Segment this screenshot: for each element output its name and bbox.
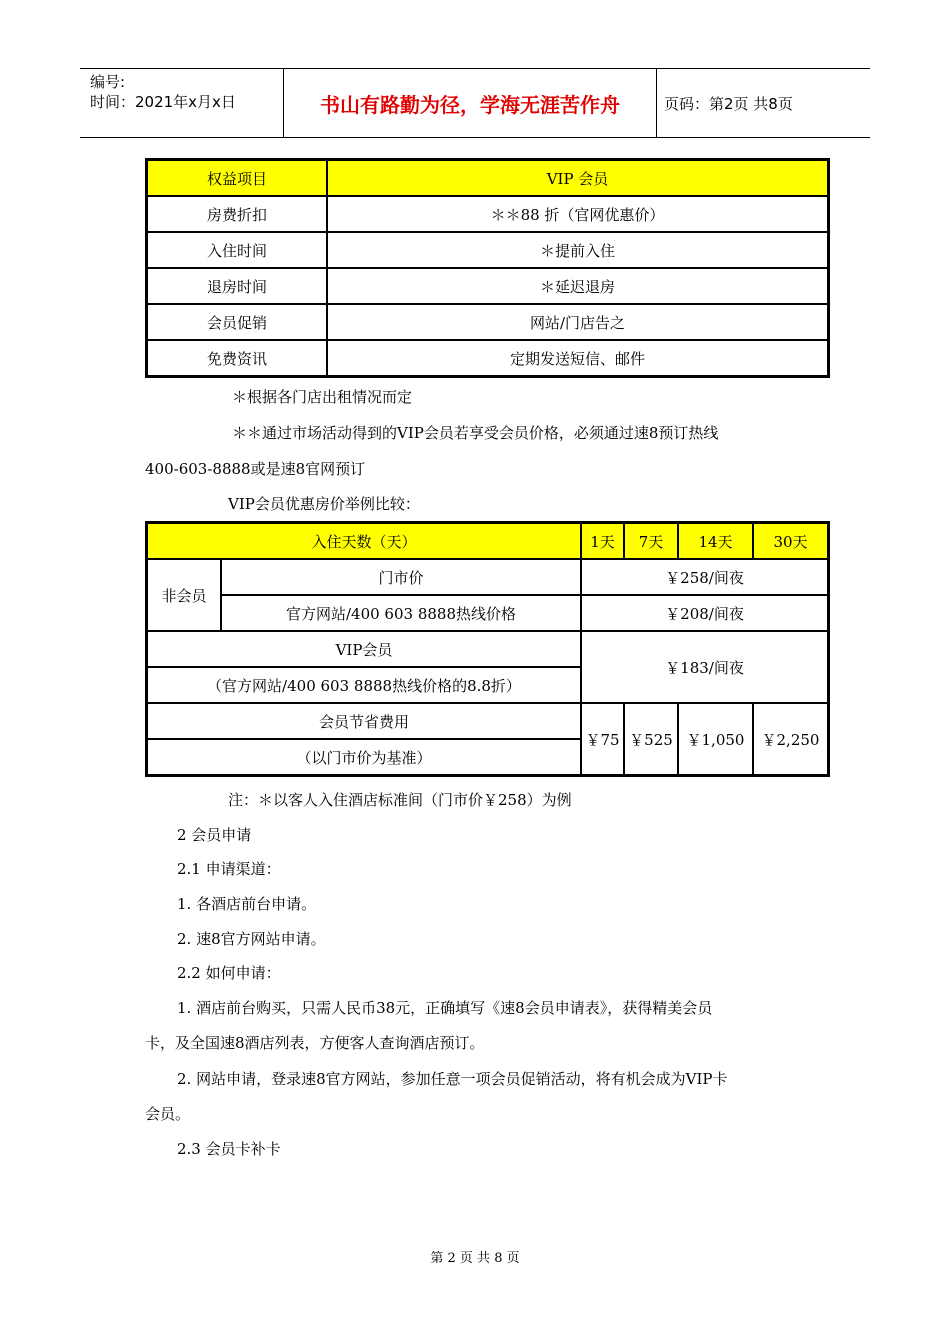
- table-cell: 入住时间: [147, 232, 327, 268]
- table-cell: 房费折扣: [147, 196, 327, 232]
- list-item: 2. 速8官方网站申请。: [177, 930, 326, 948]
- table-row: [147, 631, 828, 667]
- table-cell: 会员促销: [147, 304, 327, 340]
- table-cell: 退房时间: [147, 268, 327, 304]
- table-row: [147, 196, 828, 232]
- doc-time-label: 时间：2021年x月x日: [90, 93, 236, 111]
- benefits-table: [145, 158, 830, 378]
- table-cell: ￥258/间夜: [581, 559, 828, 595]
- table-cell: （以门市价为基准）: [147, 739, 581, 775]
- page-header: [80, 68, 870, 138]
- list-item: 1. 酒店前台购买，只需人民币38元，正确填写《速8会员申请表》，获得精美会员: [177, 999, 713, 1017]
- table-cell: 定期发送短信、邮件: [327, 340, 828, 376]
- header-meta: [80, 69, 283, 137]
- note-vip-price-2: 400-603-8888或是速8官网预订: [145, 460, 366, 478]
- note-rental: ＊根据各门店出租情况而定: [232, 388, 413, 406]
- list-item-continued: 卡，及全国速8酒店列表，方便客人查询酒店预订。: [145, 1034, 485, 1052]
- header-page-info: 页码：第2页 共8页: [664, 94, 793, 113]
- doc-number-label: 编号:: [90, 73, 126, 91]
- subsection-heading: 2.1 申请渠道：: [177, 860, 281, 878]
- column-header: VIP 会员: [327, 160, 828, 196]
- table-cell: ＊延迟退房: [327, 268, 828, 304]
- table-cell: 非会员: [147, 559, 221, 631]
- list-item: 2. 网站申请，登录速8官方网站，参加任意一项会员促销活动，将有机会成为VIP卡: [177, 1070, 728, 1088]
- section-heading: 2 会员申请: [177, 826, 252, 844]
- column-header: 权益项目: [147, 160, 327, 196]
- column-header: 7天: [624, 523, 678, 559]
- table-row: [147, 703, 828, 739]
- table-cell: （官方网站/400 603 8888热线价格的8.8折）: [147, 667, 581, 703]
- column-header: 入住天数（天）: [147, 523, 581, 559]
- table-cell: VIP会员: [147, 631, 581, 667]
- table-cell: ＊提前入住: [327, 232, 828, 268]
- list-item-continued: 会员。: [145, 1105, 191, 1123]
- table-cell: ￥183/间夜: [581, 631, 828, 703]
- table-row: [147, 559, 828, 595]
- column-header: 14天: [678, 523, 753, 559]
- table-cell: 网站/门店告之: [327, 304, 828, 340]
- list-item: 1. 各酒店前台申请。: [177, 895, 317, 913]
- column-header: 1天: [581, 523, 624, 559]
- table-row: [147, 595, 828, 631]
- table-header-row: [147, 160, 828, 196]
- table-cell: ￥2,250: [753, 703, 828, 775]
- column-header: 30天: [753, 523, 828, 559]
- table-header-row: [147, 523, 828, 559]
- table-cell: 免费资讯: [147, 340, 327, 376]
- table-row: [147, 304, 828, 340]
- table-cell: ￥75: [581, 703, 624, 775]
- table-cell: 会员节省费用: [147, 703, 581, 739]
- table-note: 注：＊以客人入住酒店标准间（门市价￥258）为例: [228, 791, 572, 809]
- subsection-heading: 2.3 会员卡补卡: [177, 1140, 281, 1158]
- table-row: [147, 268, 828, 304]
- table-cell: 门市价: [221, 559, 581, 595]
- table-cell: ￥1,050: [678, 703, 753, 775]
- table-cell: ￥208/间夜: [581, 595, 828, 631]
- table-cell: ￥525: [624, 703, 678, 775]
- table-row: [147, 340, 828, 376]
- subsection-heading: 2.2 如何申请：: [177, 964, 281, 982]
- header-motto: 书山有路勤为径，学海无涯苦作舟: [283, 69, 657, 137]
- table-row: [147, 232, 828, 268]
- page-footer: 第 2 页 共 8 页: [430, 1251, 520, 1266]
- compare-title: VIP会员优惠房价举例比较：: [228, 495, 420, 513]
- price-comparison-table: [145, 521, 830, 777]
- table-cell: 官方网站/400 603 8888热线价格: [221, 595, 581, 631]
- table-cell: ＊＊88 折（官网优惠价）: [327, 196, 828, 232]
- note-vip-price-1: ＊＊通过市场活动得到的VIP会员若享受会员价格，必须通过速8预订热线: [232, 424, 719, 442]
